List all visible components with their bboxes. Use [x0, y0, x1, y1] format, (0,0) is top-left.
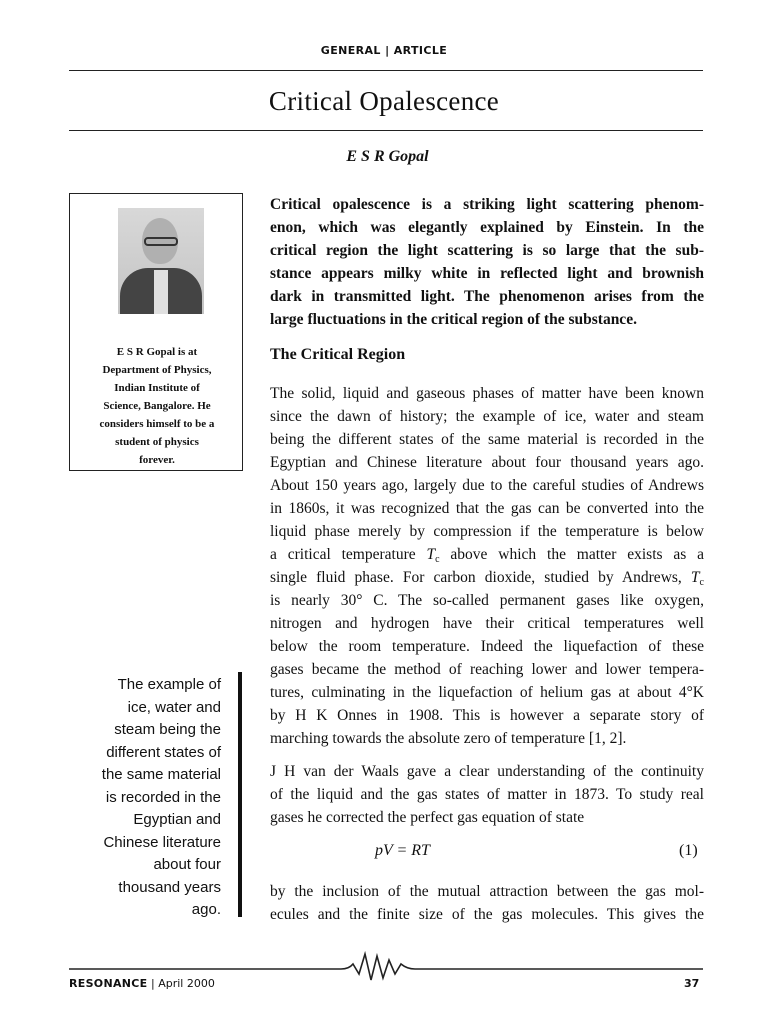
article-title: Critical Opalescence: [268, 86, 500, 116]
body-paragraph-3: by the inclusion of the mutual attraction between the gas mol- ecules and the finite size of the gas molecules. This gives the: [270, 883, 704, 923]
equation-number: (1): [679, 842, 698, 859]
body-paragraph-2: J H van der Waals gave a clear understanding of the continuity of the liquid and the gas states of matter in 1873. To study real gases he corrected the perfect gas equation of state: [270, 763, 704, 826]
footer-page-number: 37: [684, 977, 700, 990]
section-heading: The Critical Region: [270, 346, 406, 363]
footer-journal: RESONANCE | April 2000: [69, 977, 215, 990]
article-author: E S R Gopal: [346, 148, 429, 165]
article-abstract: Critical opalescence is a striking light scattering phenom- enon, which was elegantly explained by Einstein. In the critical region the light scattering is so large that the sub- stance appears milky white in reflected light and brownish dark in transmitted light. The phenomenon arises from the large fluctuations in the critical region of the substance.: [270, 196, 704, 328]
body-paragraph-1: The solid, liquid and gaseous phases of matter have been known since the dawn of history; the example of ice, water and steam being the different states of the same material is recorded in the Egyptian and Chinese literature about four thousand years ago. About 150 years ago, largely due to the careful studies of Andrews in 1860s, it was recognized that the gas can be converted into the liquid phase merely by compression if the temperature is below a critical temperature $T_c$ above which the matter exists as a single fluid phase. For carbon dioxide, studied by Andrews, $T_c$ is nearly 30° C. The so-called permanent gases like oxygen, nitrogen and hydrogen have their critical temperatures well below the room temperature. Indeed the liquefaction of these gases became the method of reaching lower and lower tempera- tures, culminating in the liquefaction of helium gas at about 4°K by H K Onnes in 1908. This is however a separate story of marching towards the absolute zero of temperature [1, 2].: [270, 385, 705, 747]
author-photo: [118, 208, 204, 314]
author-bio: E S R Gopal is at Department of Physics, Indian Institute of Science, Bangalore. He considers himself to be a student of physics forever.: [99, 346, 215, 466]
author-bio-box: [69, 193, 243, 471]
running-header: GENERAL | ARTICLE: [320, 44, 448, 57]
pull-quote: The example of ice, water and steam being the different states of the same material is recorded in the Egyptian and Chinese literature about four thousand years ago.: [101, 676, 221, 918]
equation: pV = RT: [375, 842, 430, 859]
pull-quote-bar: [238, 672, 242, 917]
header-rule: [69, 70, 703, 71]
title-rule: [69, 130, 703, 131]
